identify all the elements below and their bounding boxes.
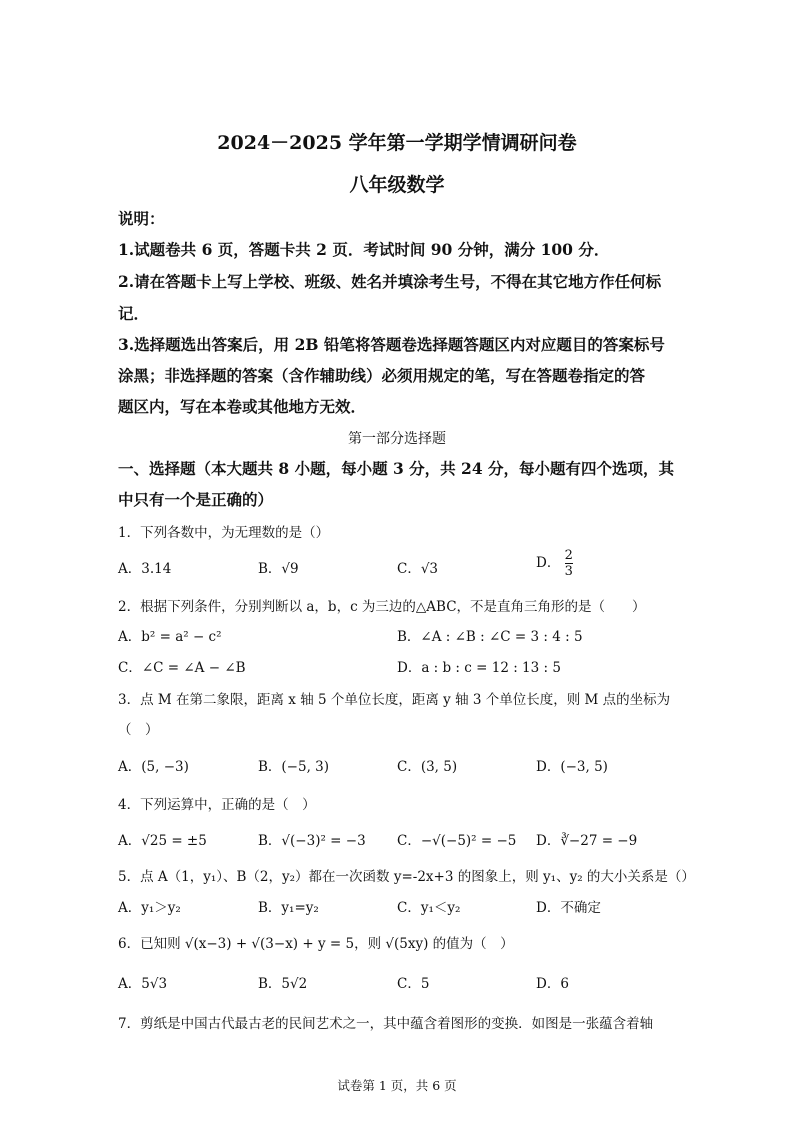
q1-option-d-fraction [565,548,573,579]
q6-option-c: C．5 [397,976,430,992]
q3-option-d: D．(−3, 5) [536,759,608,775]
exam-subtitle: 八年级数学 [349,174,445,196]
q3-option-a: A．(5, −3) [118,759,189,775]
question-5-stem: 5．点 A（1，y₁）、B（2，y₂）都在一次函数 y=-2x+3 的图象上，则 y₁、y₂ 的大小关系是（） [118,869,695,885]
instruction-3a: 3.选择题选出答案后，用 2B 铅笔将答题卷选择题答题区内对应题目的答案标号 [118,335,665,354]
q2-option-c: C．∠C = ∠A − ∠B [118,660,246,676]
part-heading: 第一部分选择题 [348,431,446,447]
q1-option-c: C．√3 [397,561,439,577]
question-2-stem: 2．根据下列条件，分别判断以 a，b，c 为三边的△ABC，不是直角三角形的是（ ） [118,599,646,615]
q4-option-a: A．√25 = ±5 [118,833,207,849]
q3-option-c: C．(3, 5) [397,759,458,775]
q1-option-b: B．√9 [258,561,299,577]
q1-fraction-denominator: 3 [564,564,573,579]
section-heading-a: 一、选择题（本大题共 8 小题，每小题 3 分，共 24 分，每小题有四个选项，其 [118,459,675,478]
question-6-stem: 6．已知则 √(x−3) + √(3−x) + y = 5，则 √(5xy) 的值为（ ） [118,936,514,952]
q2-option-a: A．b² = a² − c² [118,629,222,645]
instruction-2a: 2.请在答题卡上写上学校、班级、姓名并填涂考生号，不得在其它地方作任何标 [118,272,662,291]
q1-fraction-numerator: 2 [564,548,573,563]
question-3-stem-a: 3．点 M 在第二象限，距离 x 轴 5 个单位长度，距离 y 轴 3 个单位长度，则 M 点的坐标为 [118,692,671,708]
question-4-stem: 4．下列运算中，正确的是（ ） [118,797,316,813]
q6-option-a: A．5√3 [118,976,168,992]
q5-option-b: B．y₁=y₂ [258,900,319,916]
q1-option-a: A．3.14 [118,561,172,577]
q1-option-d-label: D． [536,555,561,571]
instruction-3c: 题区内，写在本卷或其他地方无效． [118,397,367,416]
q4-option-d: D．∛−27 = −9 [536,833,638,849]
q6-option-b: B．5√2 [258,976,308,992]
instruction-2b: 记． [118,304,150,323]
q3-option-b: B．(−5, 3) [258,759,330,775]
question-7-stem: 7．剪纸是中国古代最古老的民间艺术之一，其中蕴含着图形的变换．如图是一张蕴含着轴 [118,1016,654,1032]
question-3-stem-b: （ ） [118,722,159,738]
question-1-stem: 1．下列各数中，为无理数的是（） [118,525,330,541]
q4-option-c: C．−√(−5)² = −5 [397,833,517,849]
instructions-label: 说明： [118,209,165,228]
q4-option-b: B．√(−3)² = −3 [258,833,366,849]
q2-option-b: B．∠A : ∠B : ∠C = 3 : 4 : 5 [397,629,583,645]
section-heading-b: 中只有一个是正确的） [118,490,274,509]
page-footer: 试卷第 1 页，共 6 页 [337,1078,457,1093]
instruction-1: 1.试题卷共 6 页，答题卡共 2 页．考试时间 90 分钟，满分 100 分． [118,240,610,259]
exam-title: 2024－2025 学年第一学期学情调研问卷 [217,132,577,154]
q2-option-d: D．a : b : c = 12 : 13 : 5 [397,660,561,676]
instruction-3b: 涂黑；非选择题的答案（含作辅助线）必须用规定的笔，写在答题卷指定的答 [118,366,646,385]
q5-option-d: D．不确定 [536,900,601,916]
q6-option-d: D．6 [536,976,569,992]
q5-option-a: A．y₁＞y₂ [118,900,181,916]
q1-option-d [536,548,573,579]
q5-option-c: C．y₁＜y₂ [397,900,461,916]
